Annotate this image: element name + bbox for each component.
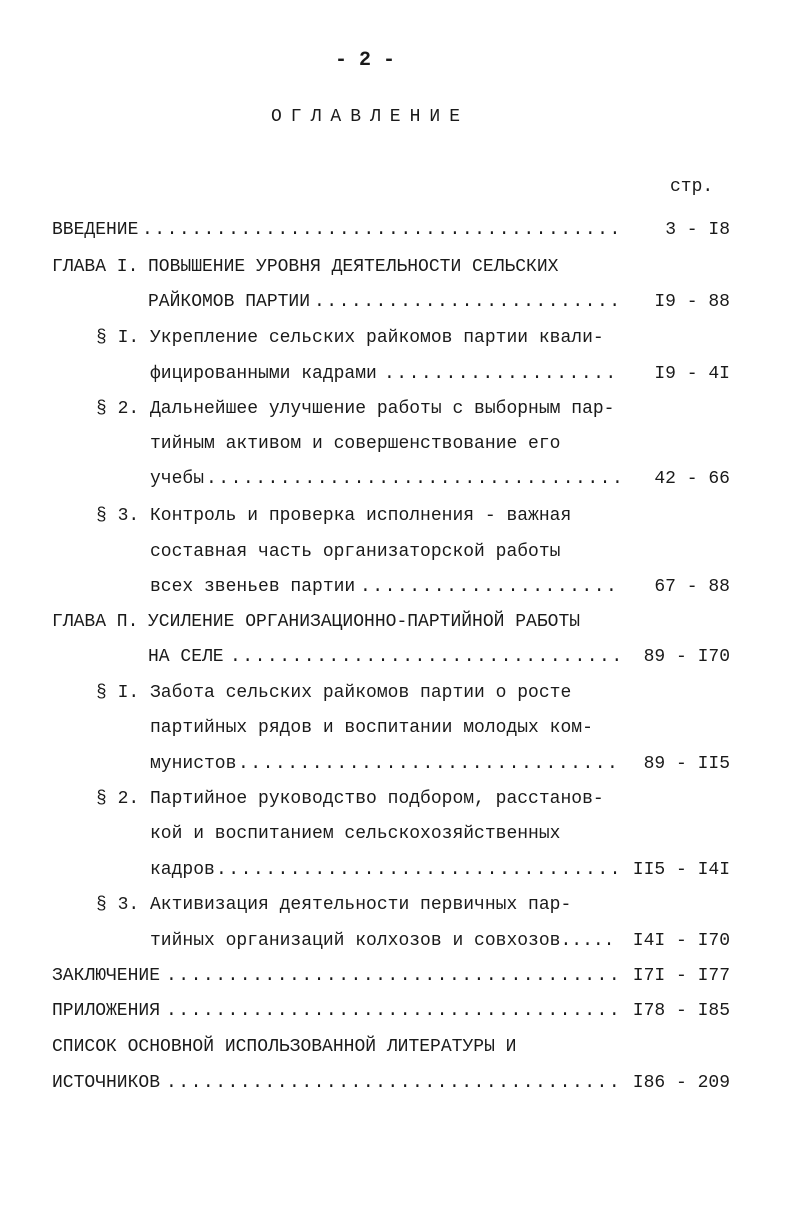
toc-entry-bibliography <box>0 1036 794 1058</box>
toc-section-1-2 <box>0 398 794 420</box>
section-mark: § 3. <box>96 506 140 526</box>
toc-entry-appendices <box>0 1000 794 1022</box>
section-mark: § I. <box>96 683 140 703</box>
entry-pages: 67 - 88 <box>654 577 730 597</box>
entry-pages: I9 - 88 <box>654 292 730 312</box>
dot-leader <box>230 646 620 668</box>
toc-section-1-3-line2 <box>0 541 794 563</box>
dot-leader <box>142 219 620 241</box>
section-title-line: всех звеньев партии <box>150 577 356 597</box>
chapter-number: ГЛАВА I. <box>52 257 139 277</box>
page-title: ОГЛАВЛЕНИЕ <box>270 107 470 127</box>
toc-section-1-2-end <box>0 468 794 490</box>
dot-leader <box>166 1000 620 1022</box>
dot-leader <box>314 291 620 313</box>
entry-pages: 3 - I8 <box>665 220 730 240</box>
toc-section-1-1-end <box>0 363 794 385</box>
section-title-line: мунистов <box>150 754 237 774</box>
toc-section-2-3 <box>0 894 794 916</box>
section-title-line: партийных рядов и воспитании молодых ком- <box>150 718 593 738</box>
section-title-line: Партийное руководство подбором, расстанов- <box>150 789 604 809</box>
toc-entry-conclusion <box>0 965 794 987</box>
section-title-line: учебы <box>150 469 205 489</box>
page-column-label: стр. <box>670 177 714 197</box>
section-title-line: Укрепление сельских райкомов партии квали- <box>150 328 604 348</box>
entry-title-line: СПИСОК ОСНОВНОЙ ИСПОЛЬЗОВАННОЙ ЛИТЕРАТУРЫ И <box>52 1037 517 1057</box>
toc-chapter-1-heading <box>0 256 794 278</box>
dot-leader <box>166 1072 620 1094</box>
chapter-title-line: ПОВЫШЕНИЕ УРОВНЯ ДЕЯТЕЛЬНОСТИ СЕЛЬСКИХ <box>148 257 559 277</box>
section-title-line: тийным активом и совершенствование его <box>150 434 561 454</box>
section-title-line: фицированными кадрами <box>150 364 377 384</box>
toc-section-1-1 <box>0 327 794 349</box>
toc-chapter-2-heading <box>0 611 794 633</box>
section-mark: § 2. <box>96 789 140 809</box>
toc-section-2-1-end <box>0 753 794 775</box>
entry-pages: I4I - I70 <box>632 931 730 951</box>
entry-title: ЗАКЛЮЧЕНИЕ <box>52 966 161 986</box>
entry-pages: I78 - I85 <box>632 1001 730 1021</box>
page-number: - 2 - <box>334 49 395 72</box>
dot-leader <box>166 965 620 987</box>
toc-section-2-3-end <box>0 930 794 952</box>
entry-title: ПРИЛОЖЕНИЯ <box>52 1001 161 1021</box>
entry-pages: 89 - I70 <box>643 647 730 667</box>
section-title-line: Контроль и проверка исполнения - важная <box>150 506 572 526</box>
dot-leader <box>384 363 620 385</box>
toc-section-2-1-line2 <box>0 717 794 739</box>
section-mark: § 3. <box>96 895 140 915</box>
toc-chapter-1-end <box>0 291 794 313</box>
entry-pages: I7I - I77 <box>632 966 730 986</box>
dot-leader <box>360 576 620 598</box>
section-title-line: Дальнейшее улучшение работы с выборным пар- <box>150 399 615 419</box>
chapter-title-line: НА СЕЛЕ <box>148 647 224 667</box>
section-title-line: тийных организаций колхозов и совхозов..... <box>150 931 615 951</box>
entry-pages: II5 - I4I <box>632 860 730 880</box>
section-title-line: кой и воспитанием сельскохозяйственных <box>150 824 561 844</box>
entry-pages: I9 - 4I <box>654 364 730 384</box>
entry-pages: 89 - II5 <box>643 754 730 774</box>
toc-section-1-3 <box>0 505 794 527</box>
chapter-number: ГЛАВА П. <box>52 612 139 632</box>
entry-pages: I86 - 209 <box>632 1073 730 1093</box>
toc-chapter-2-end <box>0 646 794 668</box>
toc-section-1-3-end <box>0 576 794 598</box>
section-title-line: Активизация деятельности первичных пар- <box>150 895 572 915</box>
dot-leader <box>206 468 620 490</box>
toc-section-1-2-line2 <box>0 433 794 455</box>
toc-section-2-1 <box>0 682 794 704</box>
toc-section-2-2 <box>0 788 794 810</box>
toc-section-2-2-line2 <box>0 823 794 845</box>
dot-leader <box>216 859 620 881</box>
section-mark: § 2. <box>96 399 140 419</box>
section-mark: § I. <box>96 328 140 348</box>
section-title-line: кадров <box>150 860 215 880</box>
entry-title-line: ИСТОЧНИКОВ <box>52 1073 161 1093</box>
section-title-line: составная часть организаторской работы <box>150 542 561 562</box>
toc-entry-introduction <box>0 219 794 241</box>
dot-leader <box>238 753 620 775</box>
entry-pages: 42 - 66 <box>654 469 730 489</box>
chapter-title-line: УСИЛЕНИЕ ОРГАНИЗАЦИОННО-ПАРТИЙНОЙ РАБОТЫ <box>148 612 581 632</box>
chapter-title-line: РАЙКОМОВ ПАРТИИ <box>148 292 311 312</box>
toc-entry-bibliography-end <box>0 1072 794 1094</box>
entry-title: ВВЕДЕНИЕ <box>52 220 139 240</box>
toc-section-2-2-end <box>0 859 794 881</box>
section-title-line: Забота сельских райкомов партии о росте <box>150 683 572 703</box>
